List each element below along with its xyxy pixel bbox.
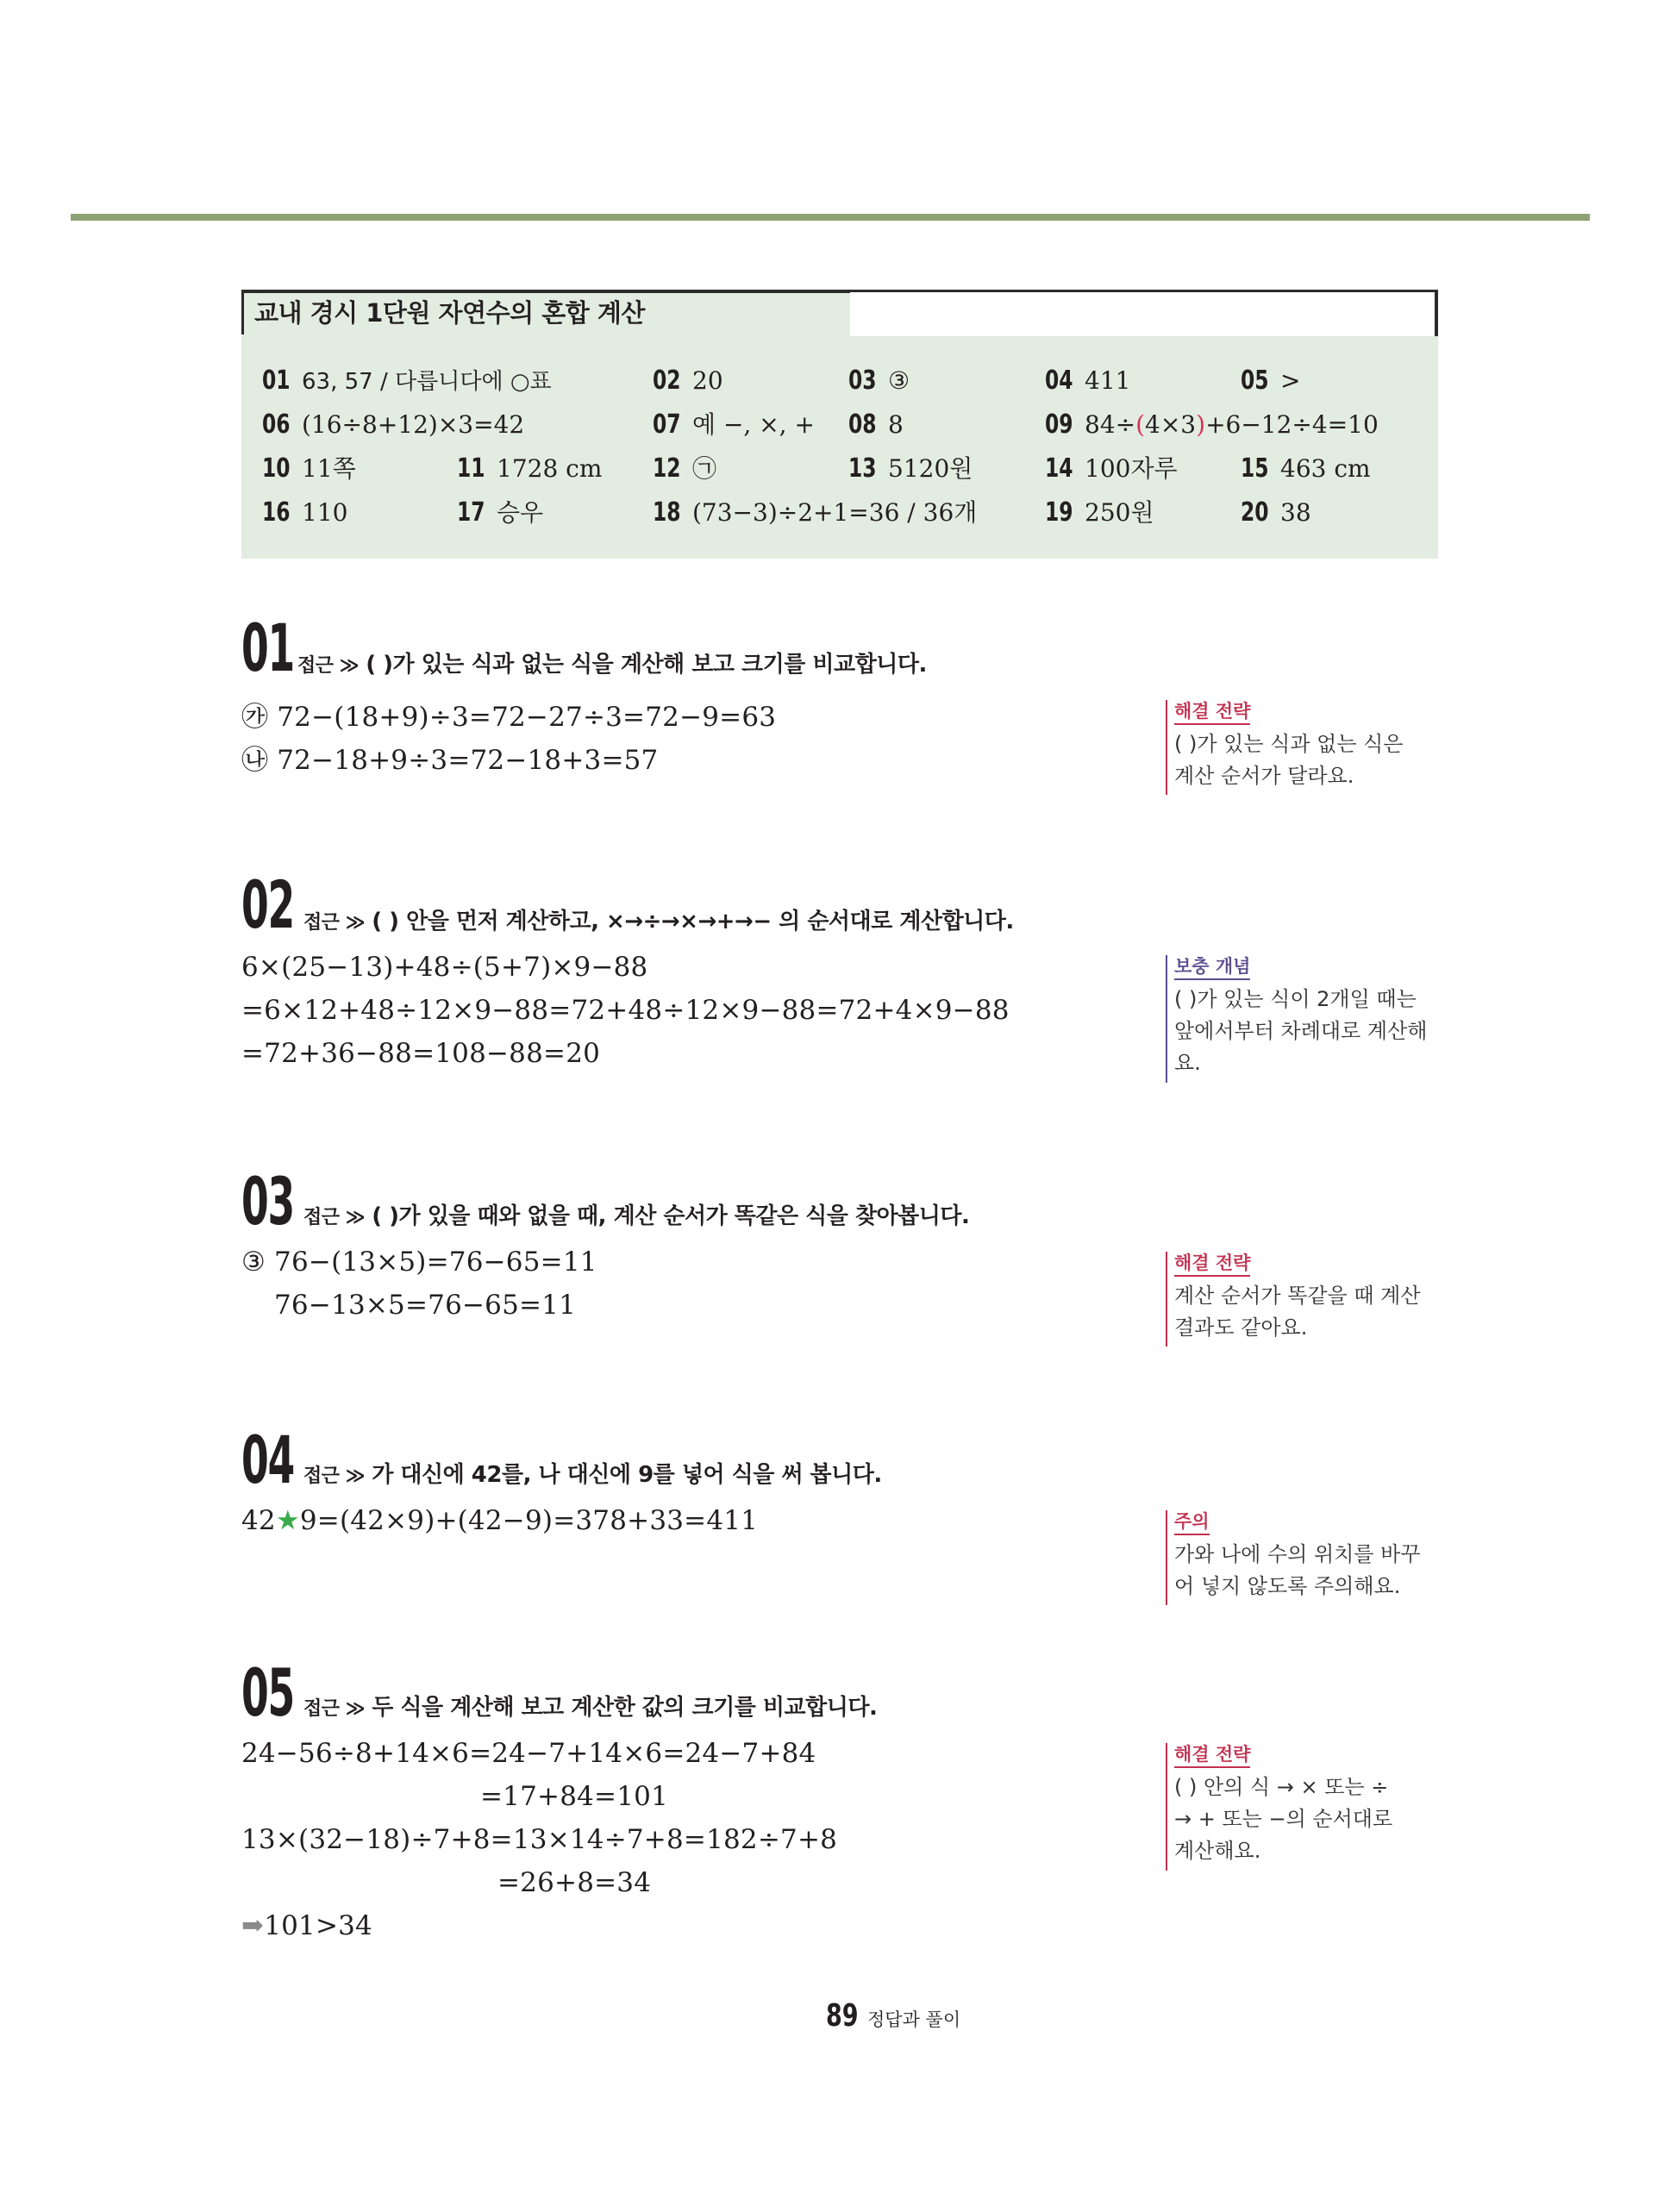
answer-value: 110 [302,498,348,527]
approach-label: 접근 ≫ [297,655,360,677]
answer-value: 411 [1085,366,1131,395]
top-rule [71,214,1590,221]
problem-number: 03 [241,1163,295,1240]
note-line: ( )가 있는 식과 없는 식은 [1174,732,1404,756]
result-text: 101>34 [264,1910,372,1941]
solution-line: =72+36−88=108−88=20 [241,1038,601,1069]
answer-value: 100자루 [1085,454,1178,483]
answer-number: 08 [848,409,877,440]
answer-value [1085,408,1379,442]
note-body [1174,1280,1450,1344]
approach-text: ( )가 있을 때와 없을 때, 계산 순서가 똑같은 식을 찾아봅니다. [372,1203,970,1229]
answer-number: 07 [653,409,681,440]
note-tag: 해결 전략 [1174,1743,1250,1768]
solution-line: ③ 76−(13×5)=76−65=11 [241,1247,597,1278]
answer-value: 1728 cm [497,454,603,483]
answer-item [262,364,552,399]
note-bar [1166,1252,1167,1347]
approach-text: 두 식을 계산해 보고 계산한 값의 크기를 비교합니다. [372,1695,878,1721]
problem-approach [303,903,1014,935]
note-line: 계산 순서가 똑같을 때 계산 [1174,1284,1421,1308]
answer-number: 20 [1241,497,1269,528]
answer-paren-open: ( [1135,410,1146,439]
note-body [1174,1539,1450,1603]
note-line: ( ) 안의 식 → × 또는 ÷ [1174,1775,1389,1799]
problem-approach [297,647,927,678]
answer-item [653,364,723,398]
answer-item [1241,496,1311,530]
note-line: 계산해요. [1174,1839,1261,1863]
answer-number: 04 [1045,366,1073,396]
answer-value: 예 −, ×, + [692,410,815,439]
note-bar [1166,700,1167,795]
answer-item [848,364,910,398]
answer-number: 01 [262,366,291,396]
note-line: ( )가 있는 식이 2개일 때는 [1174,987,1417,1011]
problem-number: 01 [241,609,295,686]
expr-part: 9=(42×9)+(42−9)=378+33=411 [299,1505,759,1536]
answer-value: 11쪽 [302,454,356,483]
note-tag: 해결 전략 [1174,1252,1250,1277]
answer-value: 38 [1280,498,1311,527]
result-line [241,1910,372,1941]
answer-number: 18 [653,497,681,528]
solution-line: =26+8=34 [497,1867,652,1898]
answer-number: 19 [1045,497,1073,528]
approach-label: 접근 ≫ [303,1465,366,1487]
approach-label: 접근 ≫ [303,912,366,934]
answer-item [262,496,347,530]
answer-item [1241,452,1371,486]
note-line: 앞에서부터 차례대로 계산해 [1174,1019,1428,1043]
answer-value: (73−3)÷2+1=36 / 36개 [692,498,978,527]
section-title-frame [850,290,1438,336]
note-body [1174,728,1450,792]
note-bar [1166,1743,1167,1871]
approach-label: 접근 ≫ [303,1207,366,1228]
note-tag: 해결 전략 [1174,700,1250,725]
answer-number: 13 [848,453,877,484]
answer-value: 250원 [1085,498,1154,527]
section-title: 교내 경시 1단원 자연수의 혼합 계산 [241,290,850,334]
page-footer [826,1998,960,2034]
note-line: 어 넣지 않도록 주의해요. [1174,1574,1401,1598]
footer-label: 정답과 풀이 [867,2009,961,2030]
answer-value-part: 4×3 [1145,410,1197,439]
answer-value: 63, 57 / 다릅니다에 ○표 [302,369,552,395]
answer-value: ㉠ [692,454,717,483]
note-bar [1166,1510,1167,1605]
side-note [1166,955,1450,1079]
answer-item [848,408,904,442]
star-icon: ★ [275,1505,300,1536]
note-bar [1166,955,1167,1083]
answer-value: 5120원 [888,454,973,483]
note-line: 계산 순서가 달라요. [1174,764,1354,788]
answer-item [653,452,716,486]
note-line: → + 또는 −의 순서대로 [1174,1807,1393,1831]
answer-item [1241,364,1300,398]
solution-line: =6×12+48÷12×9−88=72+48÷12×9−88=72+4×9−88 [241,995,1010,1026]
answer-item [1045,364,1130,398]
note-tag: 주의 [1174,1510,1210,1535]
side-note [1166,1252,1450,1344]
answer-item [457,496,543,530]
approach-text: 가 대신에 42를, 나 대신에 9를 넣어 식을 써 봅니다. [372,1462,882,1488]
solution-line: ㉯ 72−18+9÷3=72−18+3=57 [241,745,659,776]
approach-text: ( )가 있는 식과 없는 식을 계산해 보고 크기를 비교합니다. [366,652,927,678]
answer-value: 463 cm [1280,454,1371,483]
answer-number: 05 [1241,366,1269,396]
solution-line: 76−13×5=76−65=11 [274,1290,577,1321]
arrow-right-icon: ➡ [241,1910,265,1941]
expr-part: 42 [241,1505,276,1536]
answer-item [262,452,356,486]
problem-approach [303,1198,969,1230]
solution-line: =17+84=101 [480,1781,668,1812]
side-note [1166,1743,1450,1867]
note-line: 요. [1174,1051,1201,1075]
note-tag: 보충 개념 [1174,955,1250,980]
answer-number: 02 [653,366,681,396]
answer-value: > [1280,366,1301,395]
answer-number: 06 [262,409,291,440]
solution-line: ㉮ 72−(18+9)÷3=72−27÷3=72−9=63 [241,702,777,733]
answer-item [848,452,973,486]
answer-value: 20 [692,366,723,395]
solution-line: 13×(32−18)÷7+8=13×14÷7+8=182÷7+8 [241,1824,838,1855]
note-line: 결과도 같아요. [1174,1315,1308,1340]
answer-number: 12 [653,453,681,484]
answer-value: (16÷8+12)×3=42 [302,410,525,439]
answer-item [1045,408,1379,442]
answer-item [653,496,977,530]
answer-number: 10 [262,453,291,484]
answer-value: 8 [888,410,904,439]
answer-number: 14 [1045,453,1073,484]
page-number: 89 [826,1998,859,2034]
answer-number: 03 [848,366,877,396]
answer-value-part: 84÷ [1085,410,1136,439]
problem-number: 02 [241,866,295,943]
side-note [1166,1510,1450,1603]
answer-item [1045,452,1178,486]
approach-text: ( ) 안을 먼저 계산하고, ×→÷→×→+→− 의 순서대로 계산합니다. [372,909,1014,934]
answer-number: 09 [1045,409,1073,440]
side-note [1166,700,1450,792]
note-body [1174,984,1450,1079]
answer-summary-header [241,290,1438,336]
answer-item [1045,496,1154,530]
answer-item [653,408,815,442]
problem-number: 04 [241,1422,295,1498]
solution-line [241,1505,758,1536]
approach-label: 접근 ≫ [303,1698,366,1720]
problem-number: 05 [241,1654,295,1731]
solution-line: 6×(25−13)+48÷(5+7)×9−88 [241,952,648,983]
answer-item [457,452,602,486]
problem-approach [303,1690,877,1721]
answer-item [262,408,524,442]
note-line: 가와 나에 수의 위치를 바꾸 [1174,1542,1421,1566]
answer-value: ③ [888,366,910,395]
answer-number: 15 [1241,453,1269,484]
solution-line: 24−56÷8+14×6=24−7+14×6=24−7+84 [241,1738,816,1769]
answer-paren-close: ) [1196,410,1206,439]
answer-value: 승우 [497,498,544,527]
answer-number: 16 [262,497,291,528]
note-body [1174,1771,1450,1867]
answer-value-part: +6−12÷4=10 [1205,410,1379,439]
answer-number: 17 [457,497,485,528]
problem-approach [303,1457,882,1489]
answer-number: 11 [457,453,485,484]
